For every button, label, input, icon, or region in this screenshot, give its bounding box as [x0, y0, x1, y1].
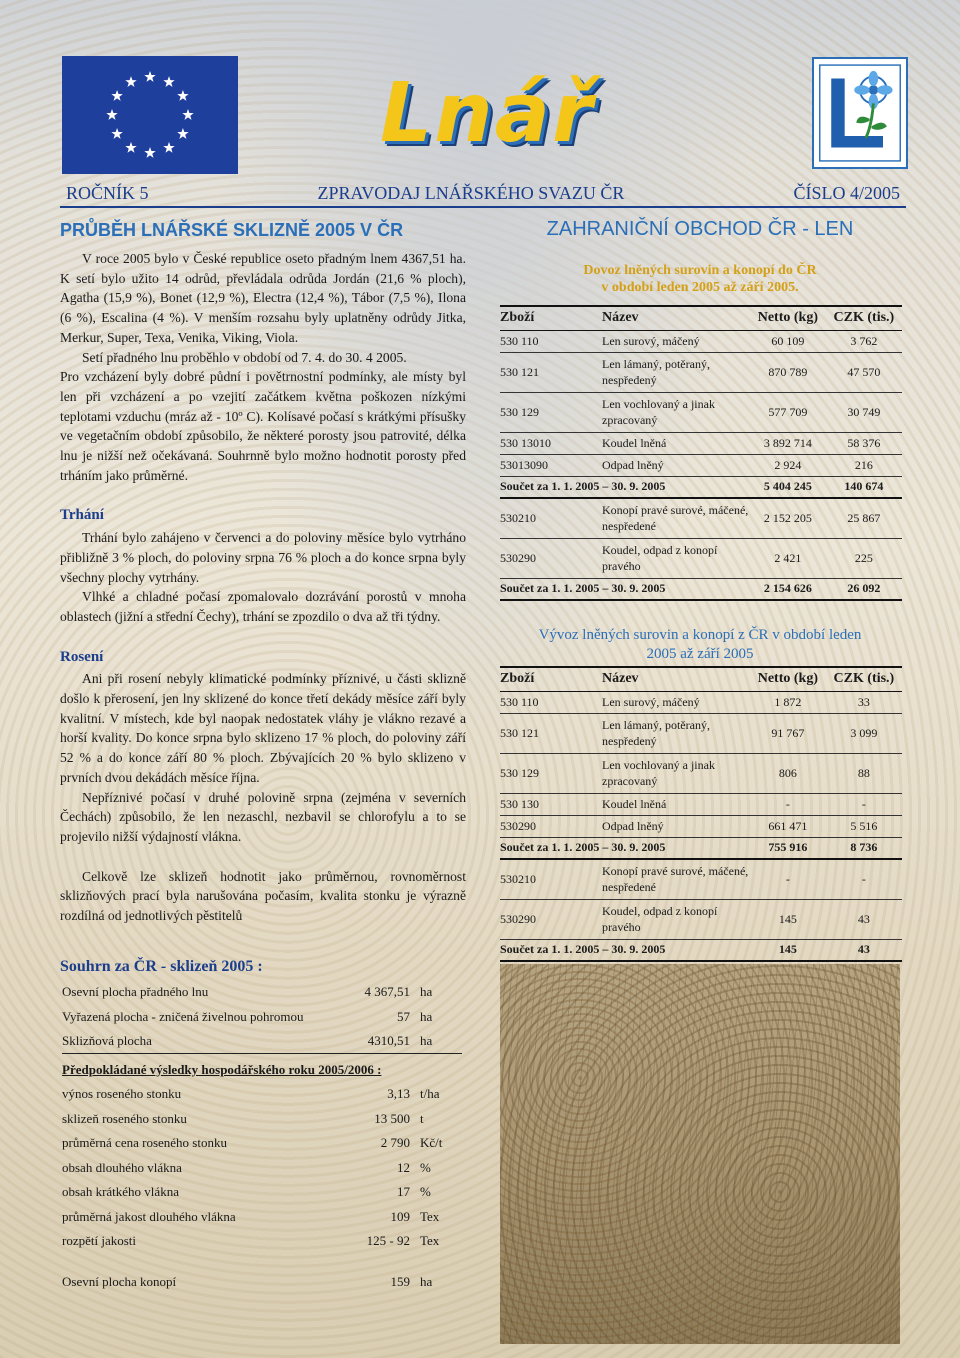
trade-code: 530 110 [500, 330, 602, 352]
trade-row [500, 691, 902, 713]
trade-code: 530 13010 [500, 432, 602, 454]
volume-label: ROČNÍK 5 [66, 183, 149, 203]
eu-star-icon [106, 109, 117, 120]
forecast-unit: Kč/t [420, 1135, 443, 1151]
eu-star-icon [144, 147, 155, 158]
trade-code: 530290 [500, 899, 602, 939]
trade-row [500, 352, 902, 392]
trade-netto: 1 872 [750, 691, 826, 713]
forecast-value: 3,13 [387, 1086, 410, 1102]
col-czk: CZK (tis.) [826, 306, 902, 330]
heading-roseni: Rosení [60, 648, 104, 665]
trade-netto: - [750, 859, 826, 899]
article-emergence: Pro vzcházení byly dobré půdní i povětrnostní podmínky, ale místy byl len při vzcházení a po vzejití začátkem května poškozen nízkými teplotami vzduchu (mráz až - 10º C). Kolísavé počasí s krátkými přísušky ve vegetačním období způsobilo, že některé porosty jsou patrovité, délka lnu je nižší než očekávaná. Souhrnně bylo možno hodnotit porosty před trháním jako průměrné. [60, 369, 466, 483]
trade-code: 530290 [500, 538, 602, 578]
eu-star-icon [111, 90, 122, 101]
forecast-row [62, 1180, 462, 1205]
trade-total-czk: 8 736 [826, 837, 902, 859]
export-caption [500, 626, 900, 664]
issue-header [60, 181, 906, 208]
forecast-value: 109 [390, 1208, 410, 1224]
trade-netto: 145 [750, 899, 826, 939]
forecast-row [62, 1107, 462, 1132]
trade-name: Odpad lněný [602, 815, 750, 837]
trade-total-czk: 140 674 [826, 476, 902, 498]
eu-flag-icon [62, 56, 238, 174]
summary-unit: ha [420, 1033, 433, 1048]
trade-row [500, 713, 902, 753]
trade-total-netto: 5 404 245 [750, 476, 826, 498]
export-caption-line2: 2005 až září 2005 [646, 646, 754, 662]
eu-star-icon [111, 128, 122, 139]
forecast-title: Předpokládané výsledky hospodářského roku 2005/2006 : [62, 1061, 382, 1077]
forecast-row [62, 1205, 462, 1230]
eu-star-icon [177, 90, 188, 101]
trade-code: 530 110 [500, 691, 602, 713]
col-netto: Netto (kg) [750, 667, 826, 691]
trade-total-netto: 2 154 626 [750, 578, 826, 600]
article-title: PRŮBĚH LNÁŘSKÉ SKLIZNĚ 2005 V ČR [60, 220, 404, 240]
trade-name: Konopí pravé surové, máčené, nespředené [602, 498, 750, 538]
trade-name: Odpad lněný [602, 454, 750, 476]
hemp-value: 159 [390, 1274, 410, 1289]
trade-czk: - [826, 793, 902, 815]
issue-number: ČÍSLO 4/2005 [793, 183, 900, 203]
trade-total-czk: 26 092 [826, 578, 902, 600]
trade-czk: 33 [826, 691, 902, 713]
col-name: Název [602, 667, 750, 691]
forecast-label: sklizeň roseného stonku [62, 1110, 187, 1126]
hemp-area-row [62, 1274, 462, 1290]
col-name: Název [602, 306, 750, 330]
trade-row [500, 753, 902, 793]
trade-row [500, 899, 902, 939]
trade-code: 530210 [500, 498, 602, 538]
masthead-title: Lnář [380, 66, 595, 161]
trade-name: Len vochlovaný a jinak zpracovaný [602, 392, 750, 432]
trade-total-row [500, 837, 902, 859]
forecast-label: výnos roseného stonku [62, 1086, 182, 1102]
trade-netto: 577 709 [750, 392, 826, 432]
trade-czk: 47 570 [826, 352, 902, 392]
trade-name: Konopí pravé surové, máčené, nespředené [602, 859, 750, 899]
trade-code: 530 121 [500, 352, 602, 392]
trade-name: Len vochlovaný a jinak zpracovaný [602, 753, 750, 793]
trade-czk: 88 [826, 753, 902, 793]
trade-netto: - [750, 793, 826, 815]
forecast-heading-row [62, 1058, 462, 1083]
trade-netto: 806 [750, 753, 826, 793]
forecast-unit: t/ha [420, 1086, 440, 1102]
import-caption [500, 262, 900, 296]
trade-name: Koudel lněná [602, 432, 750, 454]
summary-label: Osevní plocha přadného lnu [62, 984, 209, 1000]
trade-row [500, 815, 902, 837]
harvest-article [60, 219, 466, 926]
article-sowing: Setí přadného lnu proběhlo v období od 7. 4. do 30. 4 2005. [82, 349, 407, 365]
trade-row [500, 793, 902, 815]
trade-netto: 2 421 [750, 538, 826, 578]
trade-netto: 3 892 714 [750, 432, 826, 454]
trade-name: Koudel, odpad z konopí pravého [602, 899, 750, 939]
trade-total-label: Součet za 1. 1. 2005 – 30. 9. 2005 [500, 939, 750, 961]
import-caption-line2: v období leden 2005 až září 2005. [601, 280, 799, 295]
forecast-label: rozpětí jakosti [62, 1233, 137, 1249]
trade-czk: 225 [826, 538, 902, 578]
trade-row [500, 859, 902, 899]
forecast-value: 2 790 [380, 1135, 410, 1151]
summary-value: 57 [397, 1008, 410, 1024]
trade-netto: 661 471 [750, 815, 826, 837]
trade-code: 530 129 [500, 392, 602, 432]
trade-name: Len surový, máčený [602, 691, 750, 713]
trade-code: 530210 [500, 859, 602, 899]
summary-unit: ha [420, 984, 433, 1000]
forecast-value: 13 500 [374, 1110, 410, 1126]
eu-star-icon [125, 142, 136, 153]
export-table [500, 666, 902, 962]
forecast-row [62, 1131, 462, 1156]
import-table [500, 305, 902, 601]
forecast-value: 12 [397, 1159, 410, 1175]
trade-code: 53013090 [500, 454, 602, 476]
forecast-unit: Tex [420, 1208, 440, 1224]
forecast-value: 17 [397, 1184, 410, 1200]
eu-star-icon [182, 109, 193, 120]
heading-trhani: Trhání [60, 507, 104, 524]
forecast-label: obsah dlouhého vlákna [62, 1159, 182, 1175]
hemp-unit: ha [420, 1274, 433, 1289]
trade-netto: 60 109 [750, 330, 826, 352]
trade-total-label: Součet za 1. 1. 2005 – 30. 9. 2005 [500, 476, 750, 498]
eu-star-icon [125, 76, 136, 87]
col-czk: CZK (tis.) [826, 667, 902, 691]
article-ripening: Vlhké a chladné počasí zpomalovalo dozrávání porostů v mnoha oblastech (jižní a střední Čechy), trhání se zpozdilo o dva až tři týdny. [60, 589, 466, 624]
trade-name: Koudel lněná [602, 793, 750, 815]
trade-row [500, 392, 902, 432]
trade-name: Len lámaný, potěraný, nespředený [602, 352, 750, 392]
forecast-label: průměrná jakost dlouhého vlákna [62, 1208, 236, 1224]
trade-czk: 30 749 [826, 392, 902, 432]
summary-row [62, 1029, 462, 1054]
summary-title: Souhrn za ČR - sklizeň 2005 : [60, 958, 263, 975]
trade-total-netto: 145 [750, 939, 826, 961]
summary-row [62, 980, 462, 1005]
import-caption-line1: Dovoz lněných surovin a konopí do ČR [583, 263, 817, 278]
trade-name: Len lámaný, potěraný, nespředený [602, 713, 750, 753]
summary-unit: ha [420, 1008, 433, 1024]
article-conclusion: Celkově lze sklizeň hodnotit jako průměrnou, rovnoměrnost sklizňových prací byla narušována počasím, kvalita stonku je výrazně rozdílná od jednotlivých pěstitelů [60, 868, 466, 924]
eu-star-icon [163, 76, 174, 87]
forecast-row [62, 1156, 462, 1181]
trade-total-label: Součet za 1. 1. 2005 – 30. 9. 2005 [500, 578, 750, 600]
trade-total-row [500, 939, 902, 961]
forecast-label: průměrná cena roseného stonku [62, 1135, 227, 1151]
trade-code: 530 130 [500, 793, 602, 815]
summary-table [62, 980, 462, 1254]
trade-total-czk: 43 [826, 939, 902, 961]
eu-star-icon [177, 128, 188, 139]
trade-czk: 58 376 [826, 432, 902, 454]
trade-title: ZAHRANIČNÍ OBCHOD ČR - LEN [546, 218, 854, 240]
trade-name: Len surový, máčený [602, 330, 750, 352]
eu-star-icon [163, 142, 174, 153]
trade-netto: 91 767 [750, 713, 826, 753]
export-caption-line1: Vývoz lněných surovin a konopí z ČR v období leden [538, 627, 862, 643]
eu-stars-icon [62, 56, 238, 174]
flax-field-photo [500, 964, 900, 1344]
trade-total-row [500, 578, 902, 600]
trade-czk: 43 [826, 899, 902, 939]
trade-czk: 5 516 [826, 815, 902, 837]
trade-czk: 3 762 [826, 330, 902, 352]
col-code: Zboží [500, 306, 602, 330]
trade-czk: 3 099 [826, 713, 902, 753]
article-weather: Nepříznivé počasí v druhé polovině srpna (zejména v severních Čechách) způsobilo, že len nezaschl, nezbavil se chlorofylu a to se projevilo nižší výdajností vlákna. [60, 789, 466, 844]
hemp-label: Osevní plocha konopí [62, 1274, 177, 1289]
newsletter-subtitle: ZPRAVODAJ LNÁŘSKÉHO SVAZU ČR [317, 183, 625, 203]
trade-row [500, 330, 902, 352]
trade-code: 530290 [500, 815, 602, 837]
trade-row [500, 454, 902, 476]
trade-row [500, 538, 902, 578]
forecast-row [62, 1082, 462, 1107]
summary-value: 4310,51 [367, 1033, 410, 1048]
article-intro: V roce 2005 bylo v České republice oseto přadným lnem 4367,51 ha. K setí bylo užito 14 odrůd, převládala odrůda Jordán (21,6 % ploch), Agatha (15,9 %), Bonet (12,9 %), Electra (12,4 %), Tábor (7,5 %), Ilona (6 %), Escalina (4 %). V menším rozsahu byly uplatněny odrůdy Jitka, Merkur, Super, Texa, Venika, Viking, Viola. [60, 251, 466, 345]
summary-label: Vyřazená plocha - zničená živelnou pohromou [62, 1008, 304, 1024]
col-netto: Netto (kg) [750, 306, 826, 330]
forecast-label: obsah krátkého vlákna [62, 1184, 179, 1200]
trade-netto: 2 152 205 [750, 498, 826, 538]
trade-name: Koudel, odpad z konopí pravého [602, 538, 750, 578]
eu-star-icon [144, 71, 155, 82]
summary-value: 4 367,51 [364, 984, 410, 1000]
trade-czk: - [826, 859, 902, 899]
trade-czk: 25 867 [826, 498, 902, 538]
forecast-unit: % [420, 1184, 431, 1200]
forecast-unit: % [420, 1159, 431, 1175]
union-logo-icon [812, 57, 908, 169]
col-code: Zboží [500, 667, 602, 691]
trade-total-row [500, 476, 902, 498]
summary-label: Sklizňová plocha [62, 1033, 152, 1048]
forecast-unit: Tex [420, 1233, 440, 1249]
article-pulling: Trhání bylo zahájeno v červenci a do poloviny měsíce bylo vytrháno přibližně 3 % ploch, do poloviny srpna 76 % ploch a do konce srpna byly všechny plochy vytrhány. [60, 530, 466, 585]
trade-total-label: Součet za 1. 1. 2005 – 30. 9. 2005 [500, 837, 750, 859]
trade-czk: 216 [826, 454, 902, 476]
article-retting: Ani při rosení nebyly klimatické podmínky příznivé, u části sklizně došlo k přerosení, jen lny sklizené do konce třetí dekády měsíce září byly kvalitní. V místech, kde byl naopak nedostatek vláhy je vlákno rezavé a horší kvality. Do konce srpna bylo sklizeno 17 % ploch, do poloviny září 52 % a do konce září 80 % ploch. Zbývajících 20 % bylo sklizeno v prvních dvou dekádách měsíce října. [60, 671, 466, 785]
trade-row [500, 498, 902, 538]
trade-netto: 870 789 [750, 352, 826, 392]
forecast-unit: t [420, 1110, 424, 1126]
trade-total-netto: 755 916 [750, 837, 826, 859]
summary-row [62, 1005, 462, 1030]
trade-row [500, 432, 902, 454]
trade-code: 530 129 [500, 753, 602, 793]
forecast-row [62, 1229, 462, 1254]
forecast-value: 125 - 92 [366, 1233, 410, 1249]
trade-code: 530 121 [500, 713, 602, 753]
trade-netto: 2 924 [750, 454, 826, 476]
